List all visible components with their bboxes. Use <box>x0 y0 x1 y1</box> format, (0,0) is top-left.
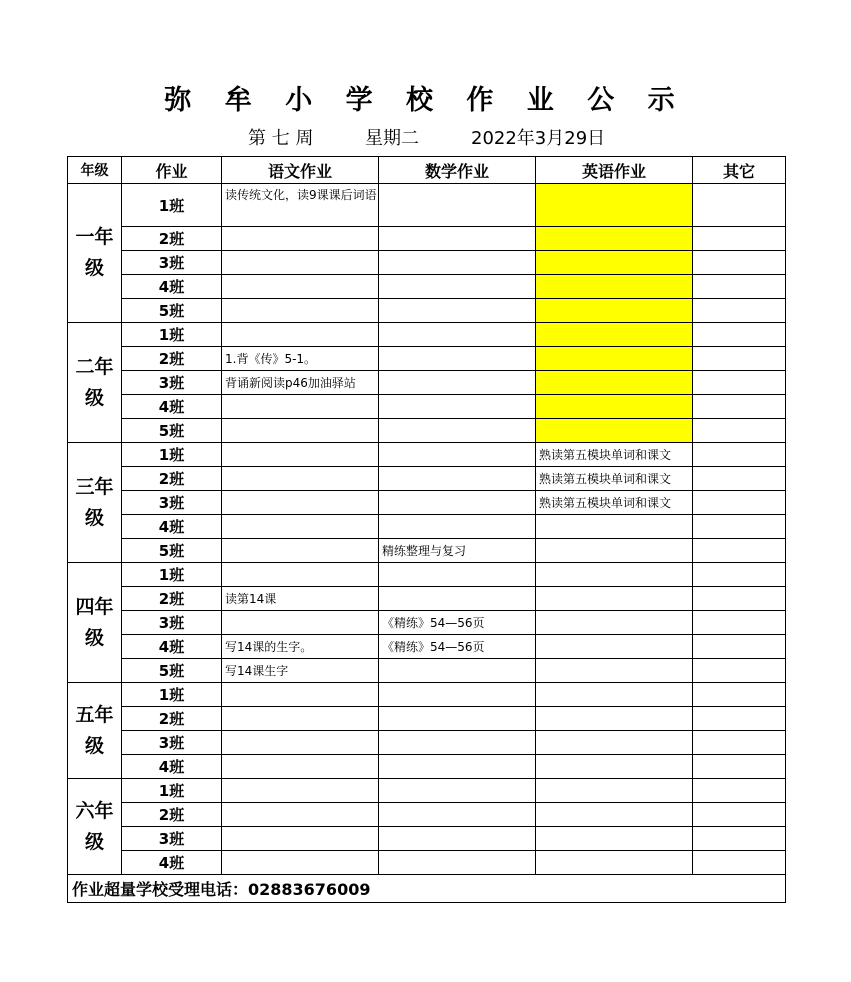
week-label: 第 七 周 <box>248 128 314 149</box>
other-homework-cell <box>693 827 786 851</box>
class-label: 4班 <box>122 395 222 419</box>
english-homework-cell <box>536 347 693 371</box>
table-row <box>68 443 786 467</box>
other-homework-cell <box>693 779 786 803</box>
english-homework-cell <box>536 275 693 299</box>
table-row <box>68 467 786 491</box>
other-homework-cell <box>693 184 786 227</box>
header-grade: 年级 <box>68 157 122 184</box>
chinese-homework-cell <box>222 419 379 443</box>
table-row <box>68 419 786 443</box>
english-homework-cell <box>536 515 693 539</box>
other-homework-cell <box>693 851 786 875</box>
math-homework-cell <box>379 395 536 419</box>
other-homework-cell <box>693 755 786 779</box>
other-homework-cell <box>693 251 786 275</box>
math-homework-cell <box>379 443 536 467</box>
other-homework-cell <box>693 467 786 491</box>
chinese-homework-cell <box>222 731 379 755</box>
class-label: 1班 <box>122 779 222 803</box>
class-label: 2班 <box>122 347 222 371</box>
header-homework: 作业 <box>122 157 222 184</box>
other-homework-cell <box>693 731 786 755</box>
other-homework-cell <box>693 347 786 371</box>
math-homework-cell: 《精练》54—56页 <box>379 635 536 659</box>
english-homework-cell <box>536 539 693 563</box>
math-homework-cell <box>379 323 536 347</box>
chinese-homework-cell <box>222 755 379 779</box>
english-homework-cell <box>536 659 693 683</box>
math-homework-cell <box>379 755 536 779</box>
class-label: 4班 <box>122 275 222 299</box>
class-label: 2班 <box>122 587 222 611</box>
chinese-homework-cell: 读传统文化，读9课课后词语 <box>222 184 379 227</box>
english-homework-cell <box>536 395 693 419</box>
header-english: 英语作业 <box>536 157 693 184</box>
table-row <box>68 227 786 251</box>
math-homework-cell <box>379 659 536 683</box>
math-homework-cell <box>379 851 536 875</box>
chinese-homework-cell <box>222 275 379 299</box>
other-homework-cell <box>693 491 786 515</box>
math-homework-cell <box>379 251 536 275</box>
english-homework-cell: 熟读第五模块单词和课文 <box>536 443 693 467</box>
chinese-homework-cell <box>222 707 379 731</box>
math-homework-cell: 精练整理与复习 <box>379 539 536 563</box>
table-body <box>68 184 786 875</box>
footer-row <box>68 875 786 903</box>
chinese-homework-cell <box>222 827 379 851</box>
math-homework-cell <box>379 371 536 395</box>
table-row <box>68 539 786 563</box>
chinese-homework-cell: 读第14课 <box>222 587 379 611</box>
table-row <box>68 371 786 395</box>
class-label: 3班 <box>122 731 222 755</box>
class-label: 4班 <box>122 851 222 875</box>
other-homework-cell <box>693 563 786 587</box>
page-title: 弥 牟 小 学 校 作 业 公 示 <box>164 85 687 116</box>
header-other: 其它 <box>693 157 786 184</box>
math-homework-cell <box>379 707 536 731</box>
table-row <box>68 515 786 539</box>
homework-table <box>67 156 786 903</box>
class-label: 2班 <box>122 467 222 491</box>
other-homework-cell <box>693 443 786 467</box>
english-homework-cell <box>536 587 693 611</box>
complaint-hotline: 作业超量学校受理电话：02883676009 <box>68 875 786 903</box>
table-row <box>68 299 786 323</box>
english-homework-cell <box>536 184 693 227</box>
table-row <box>68 184 786 227</box>
other-homework-cell <box>693 371 786 395</box>
table-row <box>68 587 786 611</box>
chinese-homework-cell <box>222 779 379 803</box>
class-label: 1班 <box>122 443 222 467</box>
english-homework-cell <box>536 299 693 323</box>
grade-label: 三年级 <box>68 443 122 563</box>
chinese-homework-cell <box>222 491 379 515</box>
other-homework-cell <box>693 803 786 827</box>
other-homework-cell <box>693 419 786 443</box>
class-label: 4班 <box>122 515 222 539</box>
chinese-homework-cell: 1.背《传》5-1。 <box>222 347 379 371</box>
table-row <box>68 491 786 515</box>
class-label: 5班 <box>122 659 222 683</box>
class-label: 3班 <box>122 611 222 635</box>
header-chinese: 语文作业 <box>222 157 379 184</box>
math-homework-cell <box>379 827 536 851</box>
table-row <box>68 779 786 803</box>
table-row <box>68 683 786 707</box>
other-homework-cell <box>693 515 786 539</box>
math-homework-cell <box>379 683 536 707</box>
grade-label: 一年级 <box>68 184 122 323</box>
chinese-homework-cell <box>222 803 379 827</box>
english-homework-cell <box>536 851 693 875</box>
class-label: 3班 <box>122 827 222 851</box>
class-label: 5班 <box>122 539 222 563</box>
math-homework-cell <box>379 184 536 227</box>
table-row <box>68 275 786 299</box>
english-homework-cell <box>536 611 693 635</box>
other-homework-cell <box>693 611 786 635</box>
math-homework-cell <box>379 563 536 587</box>
class-label: 3班 <box>122 491 222 515</box>
math-homework-cell <box>379 515 536 539</box>
table-row <box>68 251 786 275</box>
table-row <box>68 563 786 587</box>
table-row <box>68 803 786 827</box>
chinese-homework-cell <box>222 563 379 587</box>
chinese-homework-cell <box>222 251 379 275</box>
class-label: 4班 <box>122 755 222 779</box>
english-homework-cell <box>536 323 693 347</box>
other-homework-cell <box>693 659 786 683</box>
math-homework-cell <box>379 731 536 755</box>
other-homework-cell <box>693 587 786 611</box>
english-homework-cell <box>536 827 693 851</box>
table-row <box>68 827 786 851</box>
class-label: 1班 <box>122 683 222 707</box>
class-label: 2班 <box>122 707 222 731</box>
class-label: 1班 <box>122 563 222 587</box>
table-row <box>68 659 786 683</box>
other-homework-cell <box>693 395 786 419</box>
chinese-homework-cell <box>222 683 379 707</box>
class-label: 3班 <box>122 371 222 395</box>
english-homework-cell <box>536 227 693 251</box>
class-label: 2班 <box>122 227 222 251</box>
grade-label: 四年级 <box>68 563 122 683</box>
other-homework-cell <box>693 539 786 563</box>
other-homework-cell <box>693 323 786 347</box>
header-row <box>68 157 786 184</box>
english-homework-cell <box>536 251 693 275</box>
chinese-homework-cell <box>222 467 379 491</box>
table-row <box>68 707 786 731</box>
english-homework-cell: 熟读第五模块单词和课文 <box>536 467 693 491</box>
table-row <box>68 323 786 347</box>
english-homework-cell <box>536 563 693 587</box>
english-homework-cell <box>536 683 693 707</box>
math-homework-cell <box>379 803 536 827</box>
chinese-homework-cell <box>222 443 379 467</box>
class-label: 5班 <box>122 299 222 323</box>
chinese-homework-cell <box>222 851 379 875</box>
class-label: 2班 <box>122 803 222 827</box>
date-label: 2022年3月29日 <box>471 128 606 149</box>
math-homework-cell: 《精练》54—56页 <box>379 611 536 635</box>
other-homework-cell <box>693 275 786 299</box>
english-homework-cell <box>536 635 693 659</box>
chinese-homework-cell <box>222 611 379 635</box>
grade-label: 五年级 <box>68 683 122 779</box>
math-homework-cell <box>379 275 536 299</box>
table-row <box>68 731 786 755</box>
chinese-homework-cell <box>222 515 379 539</box>
math-homework-cell <box>379 299 536 323</box>
other-homework-cell <box>693 299 786 323</box>
class-label: 1班 <box>122 323 222 347</box>
class-label: 1班 <box>122 184 222 227</box>
math-homework-cell <box>379 227 536 251</box>
chinese-homework-cell: 写14课生字 <box>222 659 379 683</box>
class-label: 3班 <box>122 251 222 275</box>
class-label: 4班 <box>122 635 222 659</box>
table-row <box>68 347 786 371</box>
english-homework-cell <box>536 707 693 731</box>
english-homework-cell: 熟读第五模块单词和课文 <box>536 491 693 515</box>
chinese-homework-cell <box>222 323 379 347</box>
table-row <box>68 611 786 635</box>
english-homework-cell <box>536 419 693 443</box>
math-homework-cell <box>379 491 536 515</box>
grade-label: 二年级 <box>68 323 122 443</box>
other-homework-cell <box>693 635 786 659</box>
math-homework-cell <box>379 347 536 371</box>
weekday-label: 星期二 <box>365 128 419 149</box>
table-row <box>68 395 786 419</box>
chinese-homework-cell <box>222 395 379 419</box>
other-homework-cell <box>693 707 786 731</box>
english-homework-cell <box>536 779 693 803</box>
english-homework-cell <box>536 803 693 827</box>
chinese-homework-cell <box>222 227 379 251</box>
header-math: 数学作业 <box>379 157 536 184</box>
chinese-homework-cell <box>222 299 379 323</box>
chinese-homework-cell <box>222 539 379 563</box>
chinese-homework-cell: 写14课的生字。 <box>222 635 379 659</box>
math-homework-cell <box>379 419 536 443</box>
grade-label: 六年级 <box>68 779 122 875</box>
class-label: 5班 <box>122 419 222 443</box>
subtitle <box>0 124 851 150</box>
english-homework-cell <box>536 755 693 779</box>
math-homework-cell <box>379 587 536 611</box>
english-homework-cell <box>536 731 693 755</box>
other-homework-cell <box>693 683 786 707</box>
table-row <box>68 851 786 875</box>
other-homework-cell <box>693 227 786 251</box>
chinese-homework-cell: 背诵新阅读p46加油驿站 <box>222 371 379 395</box>
table-row <box>68 635 786 659</box>
english-homework-cell <box>536 371 693 395</box>
math-homework-cell <box>379 467 536 491</box>
math-homework-cell <box>379 779 536 803</box>
table-row <box>68 755 786 779</box>
